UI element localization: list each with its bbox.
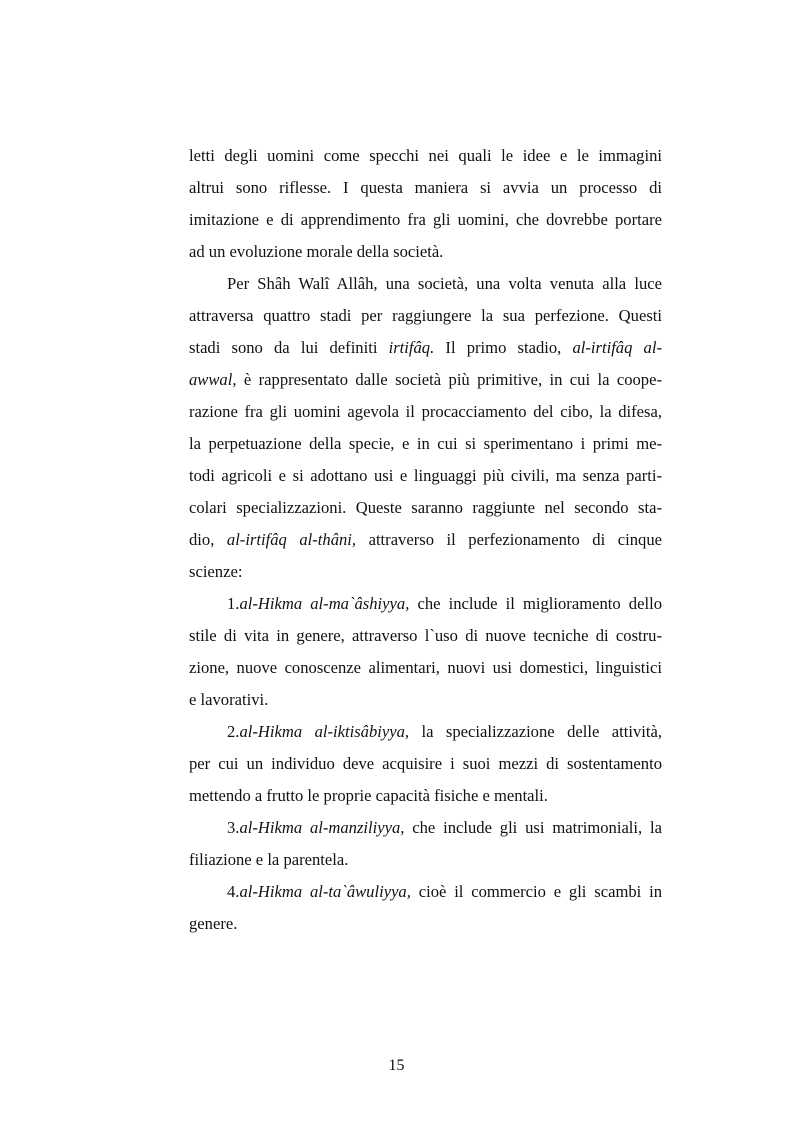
italic-term: al-Hikma al-manziliyya [239, 818, 401, 837]
italic-term: al-irtifâq al- [572, 338, 662, 357]
text-line: todi agricoli e si adottano usi e linguaggi più civili, ma senza parti- [189, 466, 662, 485]
text-line: razione fra gli uomini agevola il procacciamento del cibo, la difesa, [189, 402, 662, 421]
italic-term: al-irtifâq al-thâni, [226, 530, 357, 549]
text-line: e lavorativi. [189, 690, 269, 709]
text-line: genere. [189, 914, 238, 933]
paragraph-start-line: Per Shâh Walî Allâh, una società, una volta venuta alla luce [227, 274, 662, 293]
italic-term: al-Hikma al-ta`âwuliyya, [239, 882, 411, 901]
page-number: 15 [388, 1057, 405, 1074]
text-line: ad un evoluzione morale della società. [189, 242, 444, 261]
list-item-1 [189, 588, 662, 620]
italic-term: al-Hikma al-ma`âshiyya, [239, 594, 410, 613]
text-line [189, 332, 662, 364]
text-line: stile di vita in genere, attraverso l`uso di nuove tecniche di costru- [189, 626, 662, 645]
text-segment: dio, [189, 530, 227, 549]
text-line: attraversa quattro stadi per raggiungere la sua perfezione. Questi [189, 306, 662, 325]
text-line: la perpetuazione della specie, e in cui si sperimentano i primi me- [189, 434, 662, 453]
text-line: altrui sono riflesse. I questa maniera si avvia un processo di [189, 178, 662, 197]
text-line: letti degli uomini come specchi nei quali le idee e le immagini [189, 146, 662, 165]
text-segment: è rappresentato dalle società più primitive, in cui la coope- [236, 370, 662, 389]
text-segment: attraverso il perfezionamento di cinque [356, 530, 662, 549]
text-line [189, 524, 662, 556]
text-segment: , la specializzazione delle attività, [404, 722, 663, 741]
list-item-4 [189, 876, 662, 908]
text-segment: cioè il commercio e gli scambi in [410, 882, 662, 901]
italic-term: irtifâq. [388, 338, 435, 357]
italic-term: awwal, [189, 370, 237, 389]
text-line: zione, nuove conoscenze alimentari, nuovi usi domestici, linguistici [189, 658, 662, 677]
text-segment: Il primo stadio, [434, 338, 573, 357]
text-line: mettendo a frutto le proprie capacità fisiche e mentali. [189, 786, 548, 805]
list-number: 1. [227, 594, 240, 613]
text-segment: , che include gli usi matrimoniali, la [400, 818, 662, 837]
text-line: colari specializzazioni. Queste saranno raggiunte nel secondo sta- [189, 498, 662, 517]
body-text [189, 140, 662, 940]
text-line [189, 364, 662, 396]
text-line: per cui un individuo deve acquisire i suoi mezzi di sostentamento [189, 754, 662, 773]
list-number: 2. [227, 722, 240, 741]
text-line: imitazione e di apprendimento fra gli uomini, che dovrebbe portare [189, 210, 662, 229]
list-item-2 [189, 716, 662, 748]
text-segment: che include il miglioramento dello [409, 594, 662, 613]
text-segment: stadi sono da lui definiti [189, 338, 389, 357]
italic-term: al-Hikma al-iktisâbiyya [239, 722, 405, 741]
list-number: 3. [227, 818, 240, 837]
list-number: 4. [227, 882, 240, 901]
text-line: filiazione e la parentela. [189, 850, 349, 869]
text-line: scienze: [189, 562, 243, 581]
list-item-3 [189, 812, 662, 844]
